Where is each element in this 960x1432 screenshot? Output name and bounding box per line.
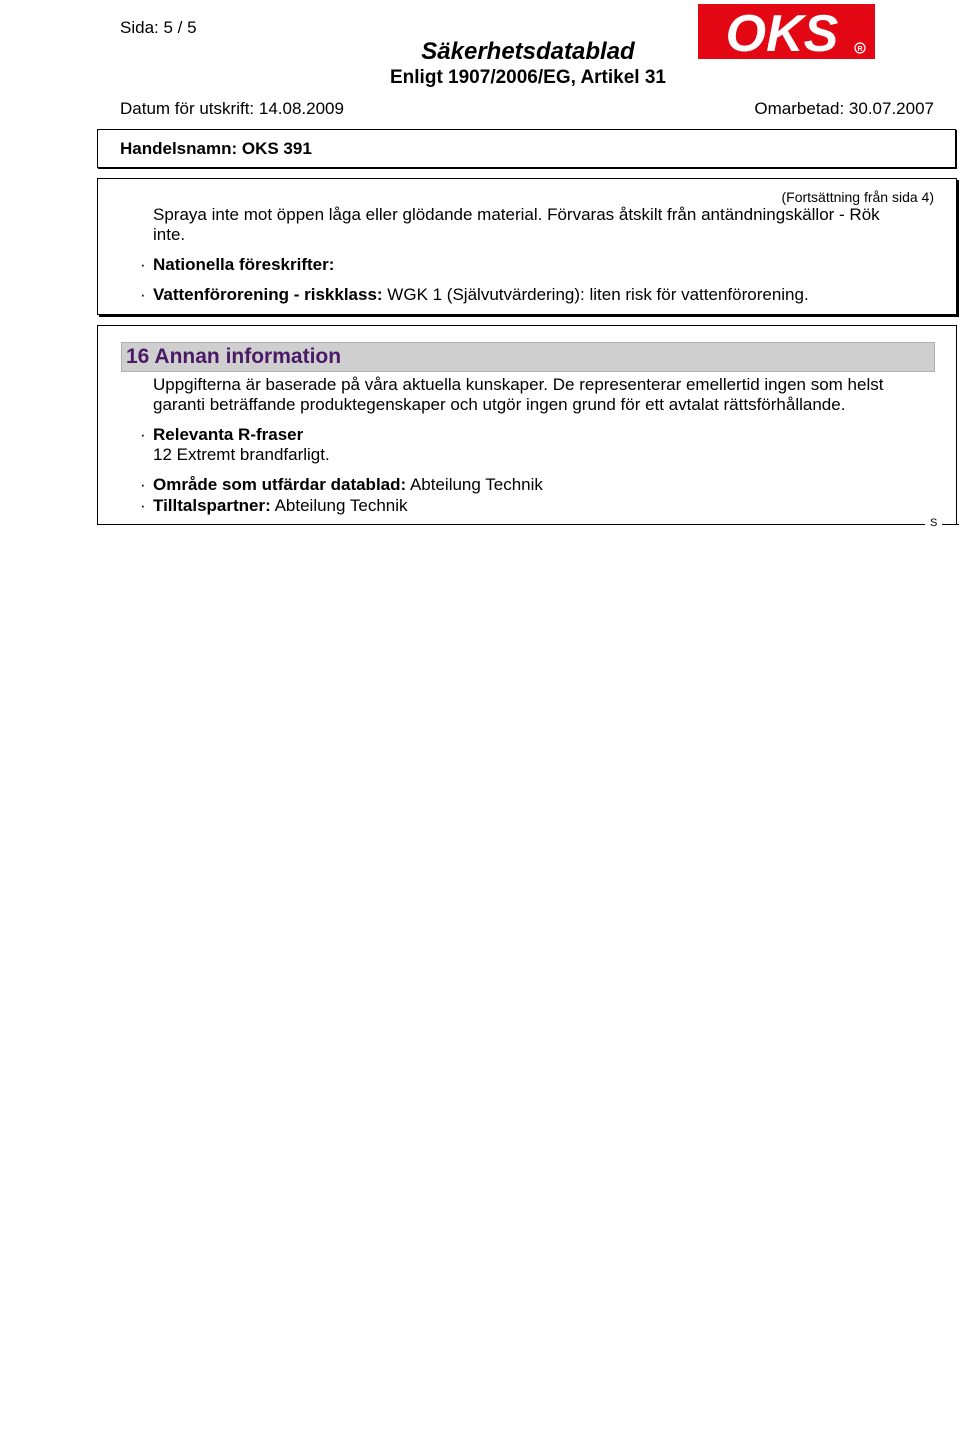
revised-date: Omarbetad: 30.07.2007 [754,99,934,118]
national-regulations-label: Nationella föreskrifter: [153,255,335,274]
oks-logo [698,4,875,59]
r-phrase: 12 Extremt brandfarligt. [153,445,330,464]
r-phrases-label: Relevanta R-fraser [153,425,304,444]
svg-text:R: R [857,46,863,53]
trade-name: Handelsnamn: OKS 391 [120,139,312,158]
issuer-value: Abteilung Technik [406,475,543,494]
print-date: Datum för utskrift: 14.08.2009 [120,99,344,118]
issuer-line [153,475,543,495]
end-mark: S [930,517,938,529]
end-line-tail [942,524,959,525]
issuer-label: Område som utfärdar datablad: [153,475,407,494]
end-line [97,524,925,525]
disclaimer-line1: Uppgifterna är baserade på våra aktuella kunskaper. De representerar emellertid ingen som helst [153,375,884,394]
document-subtitle: Enligt 1907/2006/EG, Artikel 31 [390,67,666,88]
document-title: Säkerhetsdatablad [421,38,635,65]
water-pollution-line [153,285,809,305]
contact-value: Abteilung Technik [270,496,408,515]
water-pollution-label: Vattenförorening - riskklass: [153,285,383,304]
contact-label: Tilltalspartner: [153,496,271,515]
spray-warning-line2: inte. [153,225,186,244]
bullet: · [140,285,146,304]
bullet: · [140,496,146,515]
logo-text: OKS [725,5,839,59]
disclaimer-line2: garanti beträffande produktegenskaper och utgör ingen grund för ett avtalat rättsförhållande. [153,395,846,414]
water-pollution-value: WGK 1 (Självutvärdering): liten risk för vattenförorening. [382,285,809,304]
bullet: · [140,475,146,494]
bullet: · [140,255,146,274]
continuation-note: (Fortsättning från sida 4) [781,189,934,205]
bullet: · [140,425,146,444]
spray-warning-line1: Spraya inte mot öppen låga eller glödande material. Förvaras åtskilt från antändningskällor - Rök [153,205,880,224]
contact-line [153,496,408,516]
section-heading: 16 Annan information [126,345,342,368]
page-number: Sida: 5 / 5 [120,18,197,37]
